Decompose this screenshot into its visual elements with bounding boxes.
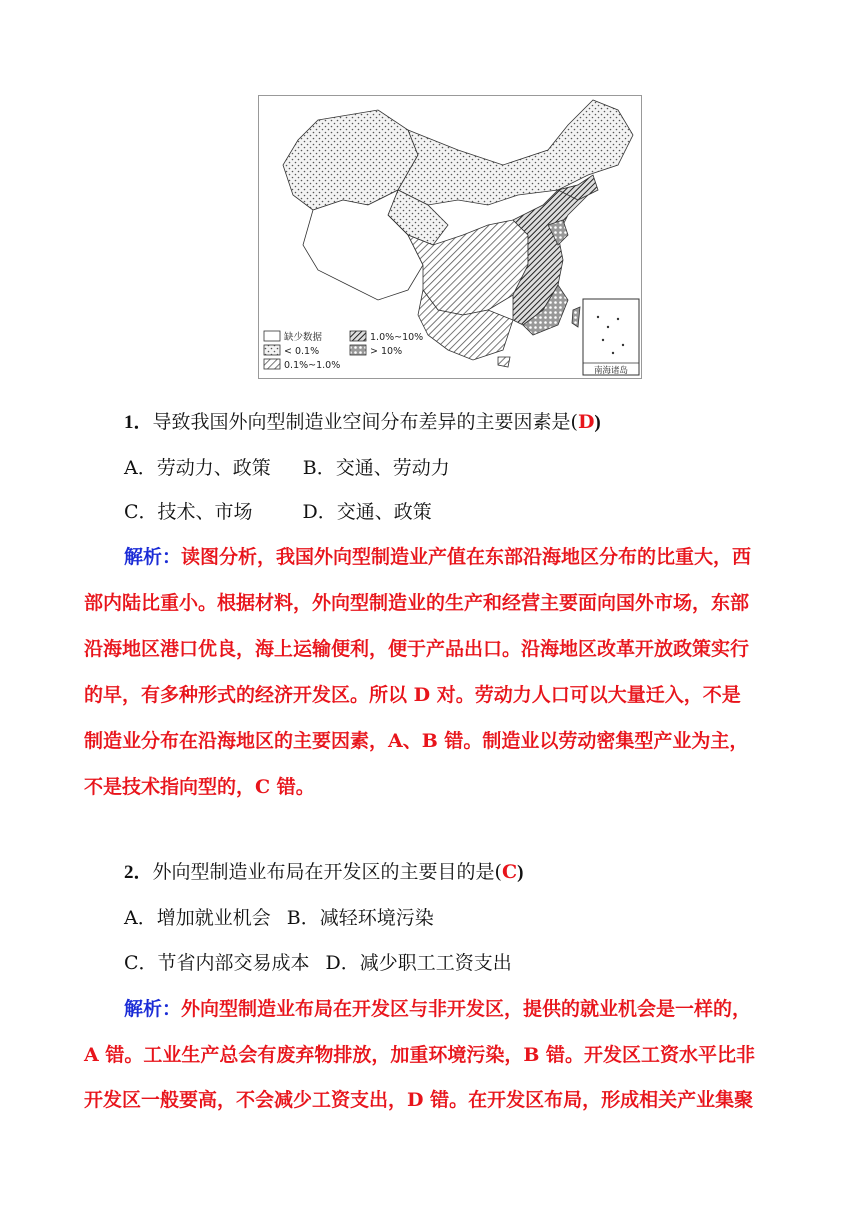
legend-missing: 缺少数据 <box>284 332 323 343</box>
q2-option-c: C．节省内部交易成本 <box>124 952 310 974</box>
q1-number: 1． <box>124 412 153 433</box>
q2-explain-line-3: 开发区一般要高，不会减少工资支出，D 错。在开发区布局，形成相关产业集聚 <box>84 1089 754 1111</box>
q2-option-d: D．减少职工工资支出 <box>325 952 512 974</box>
q1-explain-line-6: 不是技术指向型的，C 错。 <box>84 776 315 798</box>
q1-stem <box>124 410 601 435</box>
q2-explain-label: 解析： <box>124 998 182 1020</box>
q2-options-row1 <box>124 906 434 930</box>
q2-option-b: B．减轻环境污染 <box>286 907 434 929</box>
q1-option-a: A．劳动力、政策 <box>124 457 271 479</box>
q1-explain-line-2: 部内陆比重小。根据材料，外向型制造业的生产和经营主要面向国外市场，东部 <box>84 592 750 614</box>
q2-answer: C <box>501 861 518 883</box>
q2-explain-line-1: 解析：外向型制造业布局在开发区与非开发区，提供的就业机会是一样的， <box>124 998 752 1020</box>
q1-options-row2 <box>124 500 432 524</box>
legend-lt01: < 0.1% <box>284 346 320 357</box>
south-china-sea-inset <box>583 299 639 376</box>
q2-close: ) <box>517 862 524 883</box>
legend-10-100: 1.0%~10% <box>370 332 424 343</box>
q1-explain-line-4: 的早，有多种形式的经济开发区。所以 D 对。劳动力人口可以大量迁入，不是 <box>84 684 741 706</box>
q2-number: 2． <box>124 862 153 883</box>
q1-explain-label: 解析： <box>124 546 182 568</box>
q1-explain-line-1: 解析：读图分析，我国外向型制造业产值在东部沿海地区分布的比重大，西 <box>124 546 752 568</box>
q1-option-b: B．交通、劳动力 <box>302 457 450 479</box>
legend-01-10: 0.1%~1.0% <box>284 360 341 371</box>
inset-label: 南海诸岛 <box>593 366 629 376</box>
q2-stem <box>124 860 523 885</box>
q1-stem-text: 导致我国外向型制造业空间分布差异的主要因素是( <box>152 411 578 433</box>
q2-stem-text: 外向型制造业布局在开发区的主要目的是( <box>152 861 502 883</box>
q2-option-a: A．增加就业机会 <box>124 907 271 929</box>
q2-options-row2 <box>124 951 512 975</box>
q1-answer: D <box>577 411 595 433</box>
q1-option-d: D．交通、政策 <box>302 501 432 523</box>
q1-close: ) <box>594 412 601 433</box>
china-map-figure <box>258 95 642 379</box>
legend-gt10: > 10% <box>370 346 403 357</box>
q2-explain-line-2: A 错。工业生产总会有废弃物排放，加重环境污染，B 错。开发区工资水平比非 <box>84 1044 756 1066</box>
q1-option-c: C．技术、市场 <box>124 501 253 523</box>
q1-explain-line-5: 制造业分布在沿海地区的主要因素，A、B 错。制造业以劳动密集型产业为主， <box>84 730 749 752</box>
q1-explain-line-3: 沿海地区港口优良，海上运输便利，便于产品出口。沿海地区改革开放政策实行 <box>84 638 750 660</box>
q1-options-row1 <box>124 456 450 480</box>
